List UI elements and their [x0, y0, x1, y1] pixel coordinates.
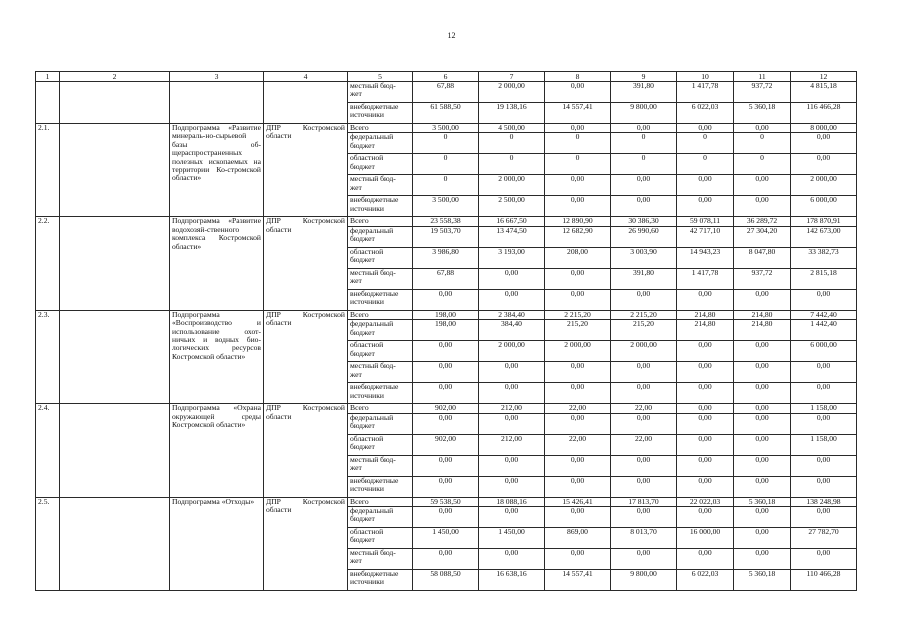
- amount-cell: 1 450,00: [413, 528, 479, 549]
- amount-cell: 16 667,50: [479, 217, 545, 226]
- amount-cell: 0,00: [734, 175, 791, 196]
- amount-cell: 2 000,00: [479, 82, 545, 103]
- amount-cell: 9 800,00: [611, 103, 677, 124]
- amount-cell: 0,00: [734, 289, 791, 310]
- empty-cell: [60, 124, 170, 217]
- funding-source-cell: местный бюд- жет: [348, 549, 413, 570]
- amount-cell: 19 503,70: [413, 226, 479, 247]
- amount-cell: 0,00: [734, 549, 791, 570]
- amount-cell: 2 000,00: [611, 341, 677, 362]
- subprogram-name: Подпрограмма «Развитие минераль-но-сырьевой базы об-щераспространенных полезных ископаемых на территории Ко-стромской области»: [170, 124, 264, 217]
- funding-source-cell: внебюджетные источники: [348, 196, 413, 217]
- funding-source-cell: Всего: [348, 310, 413, 319]
- amount-cell: 215,20: [611, 320, 677, 341]
- amount-cell: 5 360,18: [734, 103, 791, 124]
- page-number: 12: [447, 31, 456, 40]
- column-number-cell: 6: [413, 72, 479, 82]
- amount-cell: 0,00: [791, 455, 857, 476]
- amount-cell: 0,00: [479, 455, 545, 476]
- amount-cell: 0,00: [677, 507, 734, 528]
- subprogram-number: 2.3.: [36, 310, 60, 403]
- amount-cell: 0,00: [479, 507, 545, 528]
- column-number-cell: 4: [264, 72, 348, 82]
- empty-cell: [60, 497, 170, 590]
- amount-cell: 937,72: [734, 82, 791, 103]
- amount-cell: 30 386,30: [611, 217, 677, 226]
- column-number-cell: 8: [545, 72, 611, 82]
- amount-cell: 869,00: [545, 528, 611, 549]
- column-number-cell: 7: [479, 72, 545, 82]
- amount-cell: 0,00: [545, 413, 611, 434]
- amount-cell: 2 000,00: [479, 341, 545, 362]
- empty-cell: [60, 404, 170, 497]
- amount-cell: 0,00: [677, 124, 734, 133]
- amount-cell: 212,00: [479, 434, 545, 455]
- amount-cell: 1 450,00: [479, 528, 545, 549]
- funding-source-cell: внебюджетные источники: [348, 103, 413, 124]
- amount-cell: 0,00: [791, 549, 857, 570]
- amount-cell: 23 558,38: [413, 217, 479, 226]
- amount-cell: 42 717,10: [677, 226, 734, 247]
- amount-cell: 0: [734, 154, 791, 175]
- amount-cell: 138 248,98: [791, 497, 857, 506]
- amount-cell: 0,00: [413, 549, 479, 570]
- subprogram-row: [36, 497, 857, 506]
- amount-cell: 902,00: [413, 404, 479, 413]
- amount-cell: 0: [677, 154, 734, 175]
- responsible-executor: ДПР Костромской области: [264, 404, 348, 497]
- amount-cell: 0,00: [734, 383, 791, 404]
- amount-cell: 5 360,18: [734, 497, 791, 506]
- amount-cell: 0,00: [734, 341, 791, 362]
- funding-source-cell: областной бюджет: [348, 247, 413, 268]
- amount-cell: 0,00: [734, 404, 791, 413]
- amount-cell: 0,00: [734, 362, 791, 383]
- amount-cell: 0,00: [545, 362, 611, 383]
- amount-cell: 8 013,70: [611, 528, 677, 549]
- amount-cell: 937,72: [734, 268, 791, 289]
- amount-cell: 0,00: [677, 289, 734, 310]
- amount-cell: 215,20: [545, 320, 611, 341]
- responsible-executor: ДПР Костромской области: [264, 217, 348, 310]
- amount-cell: 0: [677, 133, 734, 154]
- amount-cell: 0: [479, 154, 545, 175]
- amount-cell: 0,00: [677, 362, 734, 383]
- empty-cell: [170, 82, 264, 124]
- amount-cell: 391,80: [611, 268, 677, 289]
- amount-cell: 2 384,40: [479, 310, 545, 319]
- amount-cell: 0,00: [545, 268, 611, 289]
- amount-cell: 6 000,00: [791, 341, 857, 362]
- amount-cell: 2 215,20: [545, 310, 611, 319]
- funding-source-cell: областной бюджет: [348, 341, 413, 362]
- amount-cell: 0,00: [479, 413, 545, 434]
- column-number-row: [36, 72, 857, 82]
- responsible-executor: ДПР Костромской области: [264, 310, 348, 403]
- amount-cell: 198,00: [413, 310, 479, 319]
- column-number-cell: 5: [348, 72, 413, 82]
- amount-cell: 0,00: [734, 413, 791, 434]
- amount-cell: 0: [413, 133, 479, 154]
- amount-cell: 0,00: [545, 124, 611, 133]
- amount-cell: 208,00: [545, 247, 611, 268]
- amount-cell: 3 003,90: [611, 247, 677, 268]
- amount-cell: 0: [413, 154, 479, 175]
- amount-cell: 0,00: [545, 175, 611, 196]
- amount-cell: 0,00: [734, 434, 791, 455]
- subprogram-number: 2.1.: [36, 124, 60, 217]
- funding-source-cell: Всего: [348, 217, 413, 226]
- subprogram-name: Подпрограмма «Воспроизводство и использование охот-ничьих и водных био-логических ресурсов Костромской области»: [170, 310, 264, 403]
- subprogram-name: Подпрограмма «Развитие водохозяй-ственного комплекса Костромской области»: [170, 217, 264, 310]
- amount-cell: 0,00: [611, 455, 677, 476]
- amount-cell: 214,80: [734, 310, 791, 319]
- amount-cell: 14 943,23: [677, 247, 734, 268]
- column-number-cell: 1: [36, 72, 60, 82]
- amount-cell: 0,00: [677, 413, 734, 434]
- responsible-executor: ДПР Костромской области: [264, 124, 348, 217]
- amount-cell: 0,00: [677, 434, 734, 455]
- subprogram-number: 2.2.: [36, 217, 60, 310]
- amount-cell: 116 466,28: [791, 103, 857, 124]
- amount-cell: 8 000,00: [791, 124, 857, 133]
- column-number-cell: 9: [611, 72, 677, 82]
- amount-cell: 61 588,50: [413, 103, 479, 124]
- subprogram-number: 2.5.: [36, 497, 60, 590]
- funding-source-cell: внебюджетные источники: [348, 476, 413, 497]
- amount-cell: 3 193,00: [479, 247, 545, 268]
- amount-cell: 67,88: [413, 82, 479, 103]
- subprogram-row: [36, 124, 857, 133]
- amount-cell: 0,00: [545, 455, 611, 476]
- amount-cell: 0,00: [611, 175, 677, 196]
- column-number-cell: 3: [170, 72, 264, 82]
- amount-cell: 4 500,00: [479, 124, 545, 133]
- amount-cell: 17 813,70: [611, 497, 677, 506]
- amount-cell: 391,80: [611, 82, 677, 103]
- empty-cell: [36, 82, 60, 124]
- funding-source-cell: областной бюджет: [348, 528, 413, 549]
- amount-cell: 36 289,72: [734, 217, 791, 226]
- amount-cell: 0: [413, 175, 479, 196]
- amount-cell: 214,80: [677, 310, 734, 319]
- amount-cell: 22 022,03: [677, 497, 734, 506]
- funding-source-cell: местный бюд- жет: [348, 268, 413, 289]
- amount-cell: 0,00: [413, 413, 479, 434]
- amount-cell: 0,00: [611, 413, 677, 434]
- amount-cell: 33 382,73: [791, 247, 857, 268]
- funding-source-cell: Всего: [348, 124, 413, 133]
- amount-cell: 13 474,50: [479, 226, 545, 247]
- amount-cell: 0: [611, 133, 677, 154]
- amount-cell: 0,00: [413, 341, 479, 362]
- amount-cell: 0,00: [791, 413, 857, 434]
- amount-cell: 0,00: [413, 455, 479, 476]
- funding-source-cell: федеральный бюджет: [348, 507, 413, 528]
- amount-cell: 8 047,80: [734, 247, 791, 268]
- funding-source-cell: федеральный бюджет: [348, 226, 413, 247]
- amount-cell: 22,00: [611, 404, 677, 413]
- amount-cell: 2 500,00: [479, 196, 545, 217]
- subprogram-name: Подпрограмма «Отходы»: [170, 497, 264, 590]
- amount-cell: 58 088,50: [413, 570, 479, 591]
- amount-cell: 0,00: [677, 455, 734, 476]
- funding-source-cell: федеральный бюджет: [348, 320, 413, 341]
- amount-cell: 1 442,40: [791, 320, 857, 341]
- amount-cell: 0,00: [479, 549, 545, 570]
- amount-cell: 0,00: [545, 196, 611, 217]
- amount-cell: 3 986,80: [413, 247, 479, 268]
- amount-cell: 178 870,91: [791, 217, 857, 226]
- amount-cell: 0,00: [677, 404, 734, 413]
- amount-cell: 0,00: [545, 383, 611, 404]
- funding-source-cell: внебюджетные источники: [348, 383, 413, 404]
- amount-cell: 3 500,00: [413, 124, 479, 133]
- subprogram-name: Подпрограмма «Охрана окружающей среды Костромской области»: [170, 404, 264, 497]
- amount-cell: 7 442,40: [791, 310, 857, 319]
- amount-cell: 212,00: [479, 404, 545, 413]
- amount-cell: 0: [611, 154, 677, 175]
- amount-cell: 0,00: [413, 383, 479, 404]
- amount-cell: 2 000,00: [479, 175, 545, 196]
- empty-cell: [264, 82, 348, 124]
- amount-cell: 0,00: [413, 476, 479, 497]
- amount-cell: 0: [545, 133, 611, 154]
- funding-source-cell: областной бюджет: [348, 154, 413, 175]
- amount-cell: 0,00: [479, 289, 545, 310]
- amount-cell: 0,00: [413, 289, 479, 310]
- amount-cell: 0,00: [734, 507, 791, 528]
- amount-cell: 6 000,00: [791, 196, 857, 217]
- amount-cell: 214,80: [734, 320, 791, 341]
- amount-cell: 110 466,28: [791, 570, 857, 591]
- amount-cell: 0,00: [791, 383, 857, 404]
- amount-cell: 26 990,60: [611, 226, 677, 247]
- amount-cell: 0,00: [413, 362, 479, 383]
- amount-cell: 6 022,03: [677, 103, 734, 124]
- amount-cell: 0,00: [611, 289, 677, 310]
- amount-cell: 0,00: [791, 507, 857, 528]
- amount-cell: 2 000,00: [791, 175, 857, 196]
- amount-cell: 0,00: [479, 362, 545, 383]
- amount-cell: 27 304,20: [734, 226, 791, 247]
- amount-cell: 0: [479, 133, 545, 154]
- column-number-cell: 10: [677, 72, 734, 82]
- funding-source-cell: местный бюд- жет: [348, 175, 413, 196]
- amount-cell: 0,00: [479, 476, 545, 497]
- amount-cell: 2 215,20: [611, 310, 677, 319]
- amount-cell: 0,00: [545, 476, 611, 497]
- amount-cell: 0,00: [611, 124, 677, 133]
- amount-cell: 0,00: [479, 268, 545, 289]
- amount-cell: 2 000,00: [545, 341, 611, 362]
- amount-cell: 22,00: [545, 404, 611, 413]
- amount-cell: 214,80: [677, 320, 734, 341]
- amount-cell: 3 500,00: [413, 196, 479, 217]
- amount-cell: 9 800,00: [611, 570, 677, 591]
- amount-cell: 1 158,00: [791, 404, 857, 413]
- amount-cell: 0,00: [677, 549, 734, 570]
- amount-cell: 198,00: [413, 320, 479, 341]
- amount-cell: 16 000,00: [677, 528, 734, 549]
- amount-cell: 142 673,00: [791, 226, 857, 247]
- amount-cell: 0,00: [677, 341, 734, 362]
- amount-cell: 15 426,41: [545, 497, 611, 506]
- carryover-row: [36, 82, 857, 103]
- amount-cell: 0,00: [734, 455, 791, 476]
- amount-cell: 12 682,90: [545, 226, 611, 247]
- column-number-cell: 12: [791, 72, 857, 82]
- funding-source-cell: внебюджетные источники: [348, 570, 413, 591]
- amount-cell: 0: [545, 154, 611, 175]
- amount-cell: 1 417,78: [677, 82, 734, 103]
- amount-cell: 0,00: [677, 175, 734, 196]
- amount-cell: 384,40: [479, 320, 545, 341]
- amount-cell: 0,00: [677, 196, 734, 217]
- funding-source-cell: федеральный бюджет: [348, 133, 413, 154]
- amount-cell: 0,00: [677, 383, 734, 404]
- empty-cell: [60, 217, 170, 310]
- amount-cell: 0,00: [611, 362, 677, 383]
- funding-source-cell: местный бюд- жет: [348, 455, 413, 476]
- amount-cell: 0,00: [611, 476, 677, 497]
- amount-cell: 6 022,03: [677, 570, 734, 591]
- amount-cell: 0,00: [791, 133, 857, 154]
- amount-cell: 0,00: [734, 528, 791, 549]
- amount-cell: 0,00: [545, 82, 611, 103]
- amount-cell: 18 088,16: [479, 497, 545, 506]
- column-number-cell: 11: [734, 72, 791, 82]
- funding-source-cell: местный бюд- жет: [348, 82, 413, 103]
- amount-cell: 5 360,18: [734, 570, 791, 591]
- amount-cell: 16 638,16: [479, 570, 545, 591]
- amount-cell: 0,00: [734, 476, 791, 497]
- funding-source-cell: внебюджетные источники: [348, 289, 413, 310]
- amount-cell: 0,00: [734, 196, 791, 217]
- amount-cell: 4 815,18: [791, 82, 857, 103]
- amount-cell: 0: [734, 133, 791, 154]
- funding-source-cell: областной бюджет: [348, 434, 413, 455]
- amount-cell: 0,00: [734, 124, 791, 133]
- amount-cell: 0,00: [611, 549, 677, 570]
- amount-cell: 0,00: [545, 507, 611, 528]
- amount-cell: 0,00: [791, 476, 857, 497]
- amount-cell: 0,00: [791, 289, 857, 310]
- amount-cell: 19 138,16: [479, 103, 545, 124]
- funding-source-cell: федеральный бюджет: [348, 413, 413, 434]
- amount-cell: 59 538,50: [413, 497, 479, 506]
- funding-source-cell: местный бюд- жет: [348, 362, 413, 383]
- amount-cell: 0,00: [611, 196, 677, 217]
- amount-cell: 67,88: [413, 268, 479, 289]
- amount-cell: 14 557,41: [545, 103, 611, 124]
- responsible-executor: ДПР Костромской области: [264, 497, 348, 590]
- subprogram-number: 2.4.: [36, 404, 60, 497]
- amount-cell: 59 078,11: [677, 217, 734, 226]
- funding-source-cell: Всего: [348, 404, 413, 413]
- amount-cell: 1 158,00: [791, 434, 857, 455]
- amount-cell: 14 557,41: [545, 570, 611, 591]
- amount-cell: 1 417,78: [677, 268, 734, 289]
- amount-cell: 0,00: [611, 383, 677, 404]
- column-number-cell: 2: [60, 72, 170, 82]
- amount-cell: 0,00: [479, 383, 545, 404]
- amount-cell: 12 890,90: [545, 217, 611, 226]
- amount-cell: 22,00: [611, 434, 677, 455]
- amount-cell: 902,00: [413, 434, 479, 455]
- amount-cell: 0,00: [791, 362, 857, 383]
- amount-cell: 0,00: [791, 154, 857, 175]
- amount-cell: 27 782,70: [791, 528, 857, 549]
- amount-cell: 0,00: [413, 507, 479, 528]
- amount-cell: 0,00: [545, 289, 611, 310]
- empty-cell: [60, 82, 170, 124]
- subprogram-row: [36, 404, 857, 413]
- amount-cell: 0,00: [545, 549, 611, 570]
- budget-table: [35, 71, 857, 591]
- funding-source-cell: Всего: [348, 497, 413, 506]
- subprogram-row: [36, 217, 857, 226]
- amount-cell: 2 815,18: [791, 268, 857, 289]
- empty-cell: [60, 310, 170, 403]
- subprogram-row: [36, 310, 857, 319]
- amount-cell: 22,00: [545, 434, 611, 455]
- amount-cell: 0,00: [611, 507, 677, 528]
- amount-cell: 0,00: [677, 476, 734, 497]
